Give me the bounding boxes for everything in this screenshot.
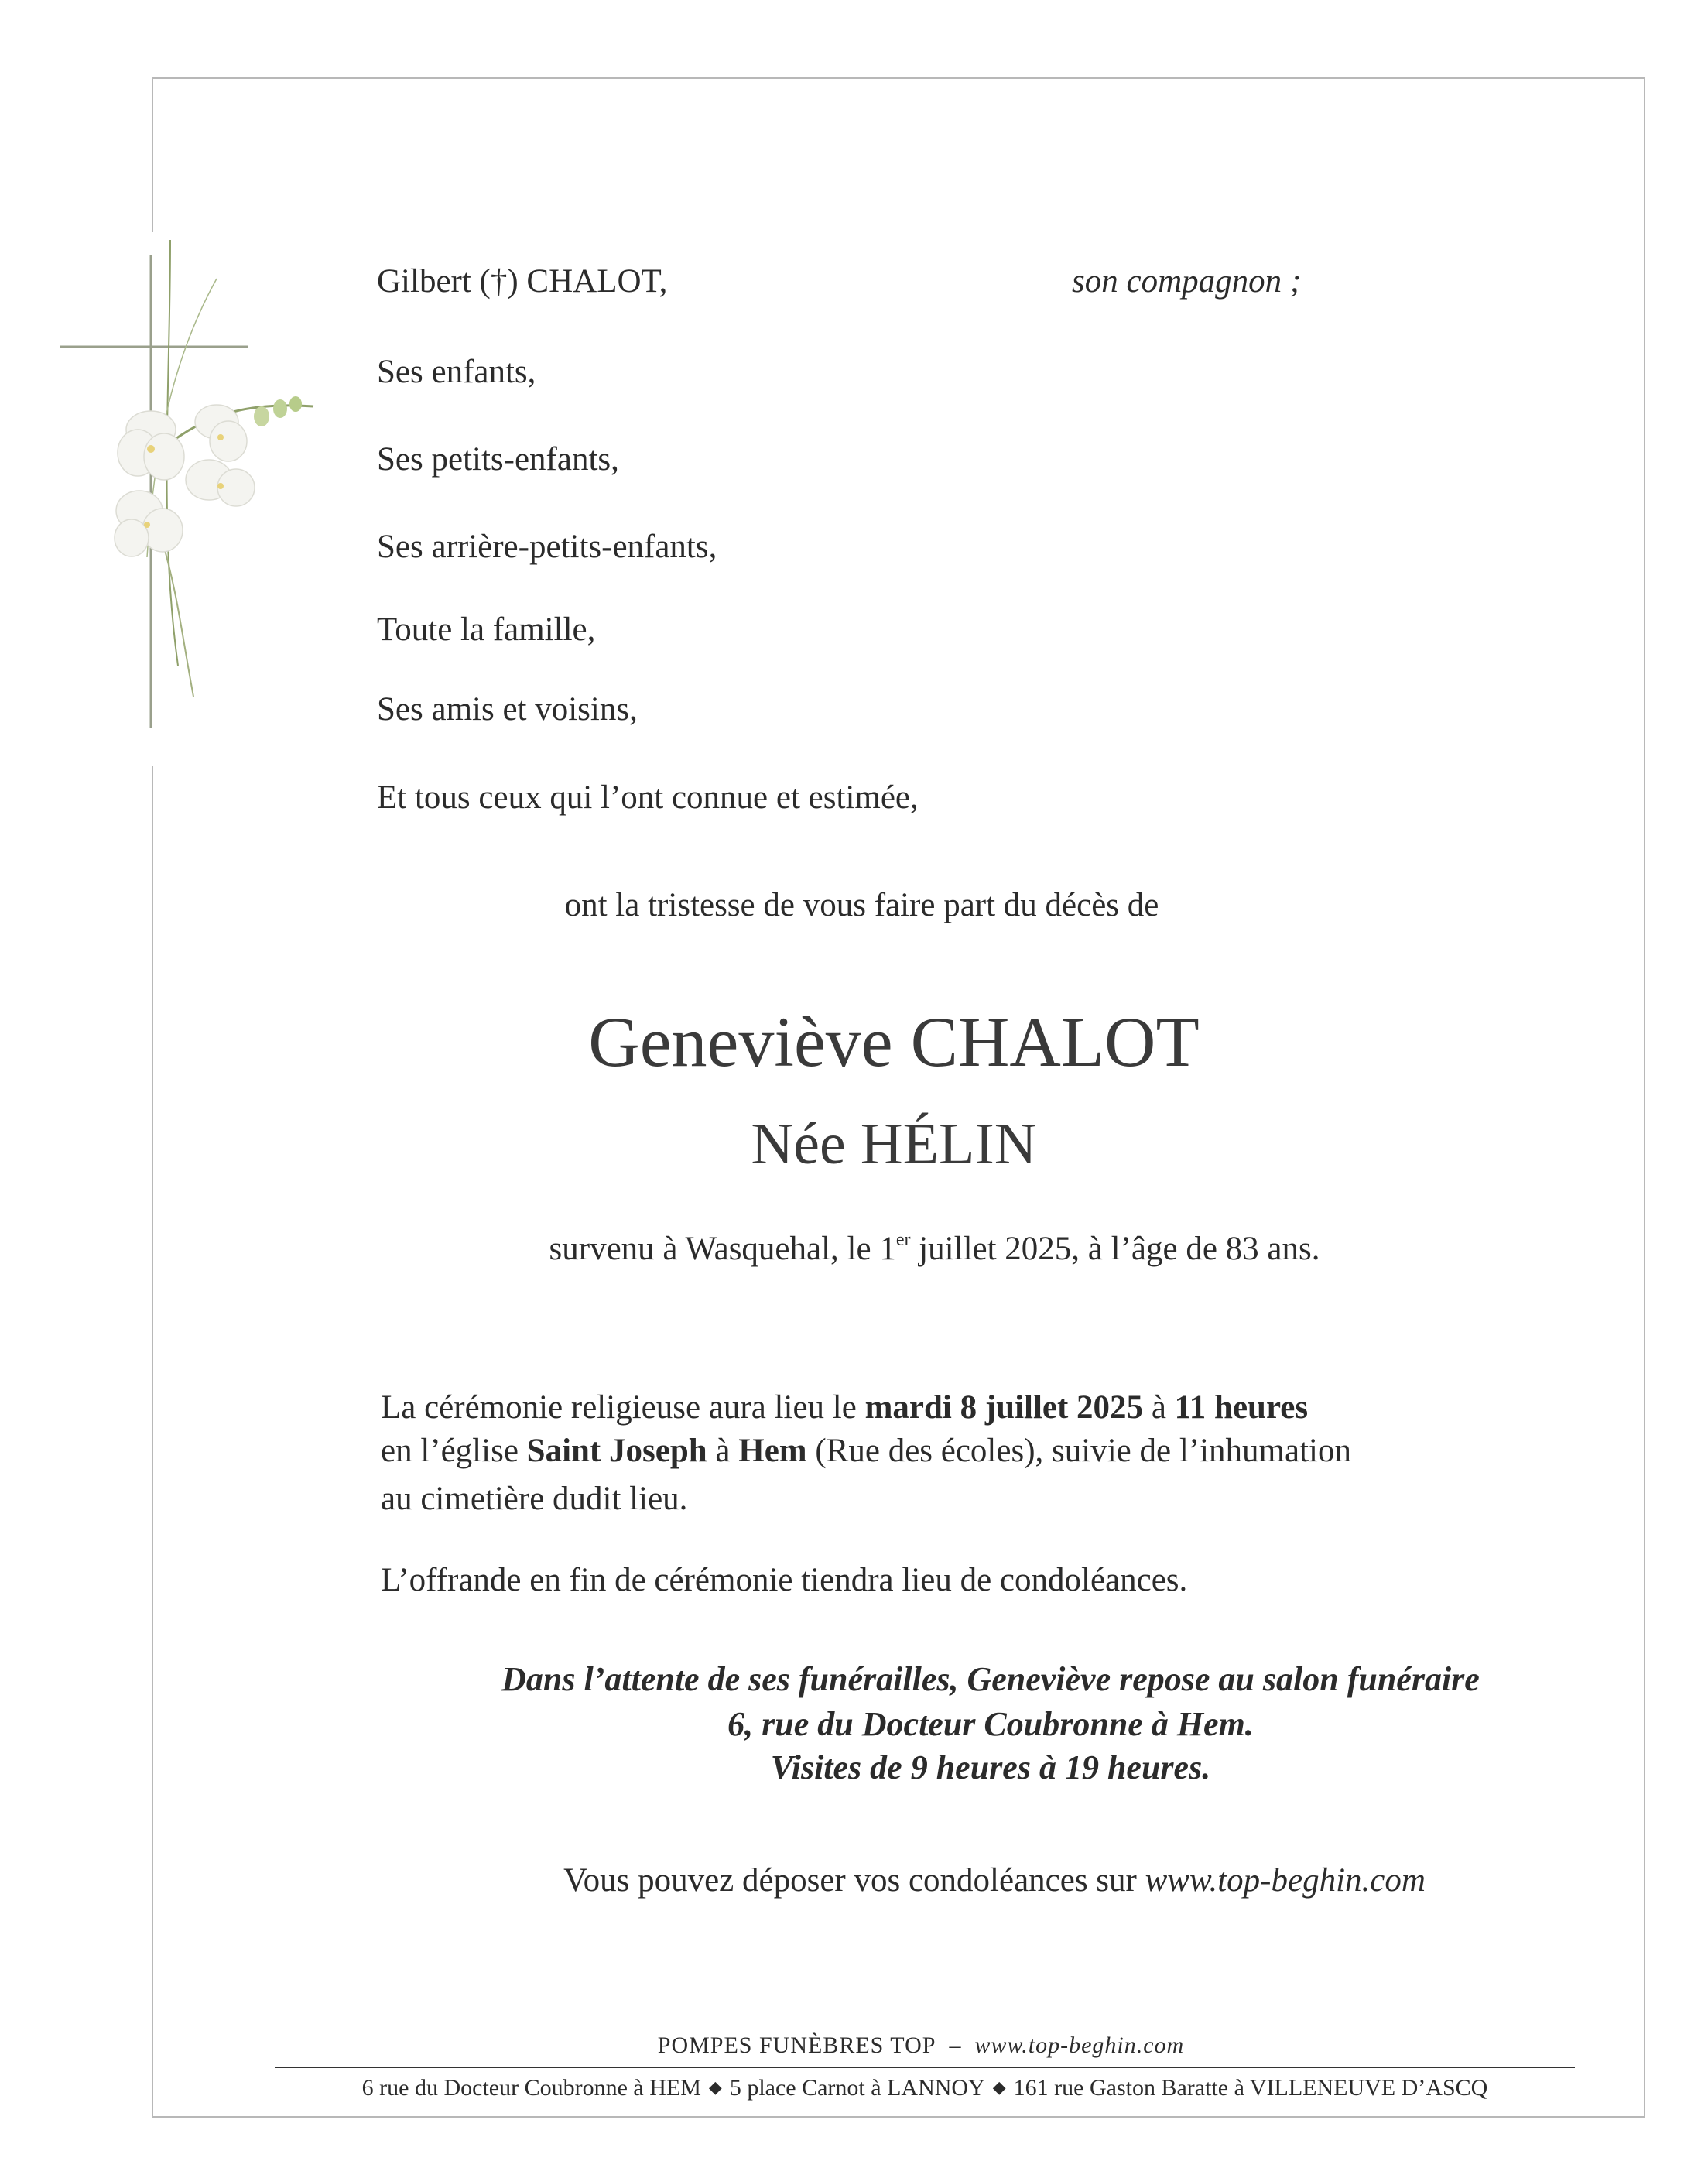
family-line-companion: Gilbert (†) CHALOT,: [377, 263, 668, 300]
family-line: Ses petits-enfants,: [377, 441, 619, 478]
family-line: Ses arrière-petits-enfants,: [377, 529, 717, 565]
footer-website-link[interactable]: www.top-beghin.com: [974, 2032, 1185, 2058]
family-line: Ses amis et voisins,: [377, 691, 638, 728]
ceremony-line-3: au cimetière dudit lieu.: [381, 1481, 688, 1517]
viewing-line-1: Dans l’attente de ses funérailles, Geneviève repose au salon funéraire: [501, 1660, 1480, 1698]
deceased-name: Geneviève CHALOT: [588, 1002, 1200, 1081]
offering: L’offrande en fin de cérémonie tiendra lieu de condoléances.: [381, 1562, 1188, 1598]
bullet-icon: ◆: [708, 2077, 722, 2097]
maiden-name: Née HÉLIN: [751, 1111, 1037, 1176]
death-details: survenu à Wasquehal, le 1er juillet 2025, à l’âge de 83 ans.: [549, 1230, 1320, 1267]
footer-company-line: POMPES FUNÈBRES TOP – www.top-beghin.com: [657, 2032, 1185, 2058]
ceremony-line-2: en l’église Saint Joseph à Hem (Rue des écoles), suivie de l’inhumation: [381, 1433, 1351, 1469]
family-relation: son compagnon ;: [1072, 263, 1302, 300]
page-border: [152, 77, 1645, 2118]
family-line: Ses enfants,: [377, 354, 536, 390]
cross-orchid-icon: [54, 232, 333, 743]
footer-divider: [275, 2067, 1575, 2068]
bullet-icon: ◆: [992, 2077, 1006, 2097]
condolences-line: Vous pouvez déposer vos condoléances sur www.top-beghin.com: [563, 1862, 1426, 1899]
announcement: ont la tristesse de vous faire part du décès de: [564, 887, 1159, 923]
viewing-line-3: Visites de 9 heures à 19 heures.: [770, 1748, 1211, 1786]
family-line: Et tous ceux qui l’ont connue et estimée,: [377, 779, 919, 816]
condolences-link[interactable]: www.top-beghin.com: [1145, 1862, 1426, 1899]
family-line: Toute la famille,: [377, 611, 596, 648]
viewing-line-2: 6, rue du Docteur Coubronne à Hem.: [727, 1705, 1254, 1743]
footer-addresses: 6 rue du Docteur Coubronne à HEM ◆ 5 place Carnot à LANNOY ◆ 161 rue Gaston Baratte à VILLENEUVE D’ASCQ: [361, 2075, 1488, 2101]
ceremony-line-1: La cérémonie religieuse aura lieu le mardi 8 juillet 2025 à 11 heures: [381, 1389, 1309, 1426]
